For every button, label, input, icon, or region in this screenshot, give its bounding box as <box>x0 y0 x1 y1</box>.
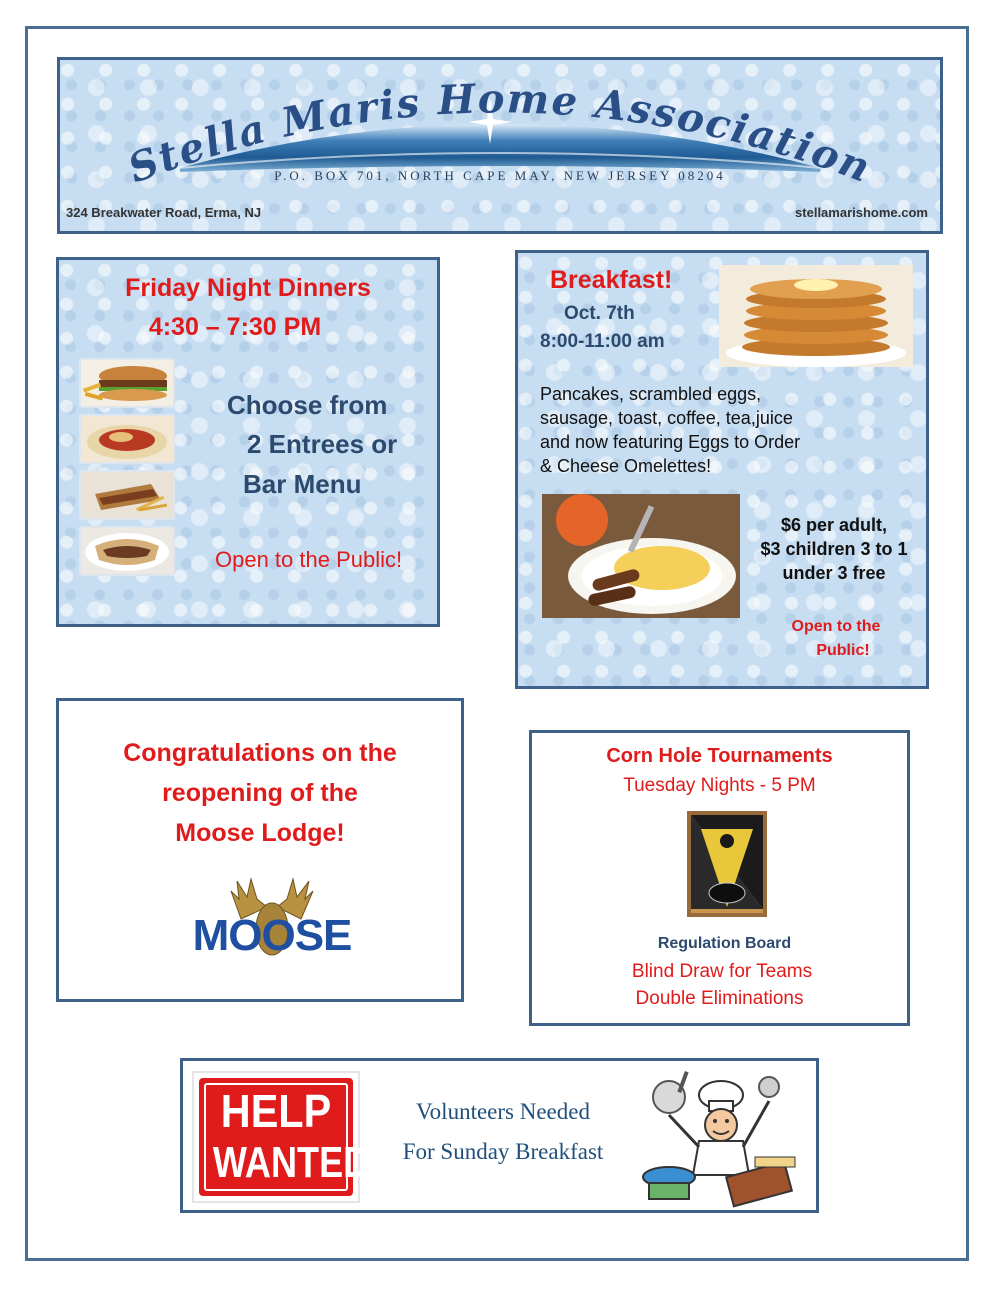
corn-hole-panel <box>529 730 910 1026</box>
sunday-breakfast: For Sunday Breakfast <box>402 1139 604 1164</box>
chicken-parm-photo <box>79 414 175 464</box>
header-banner <box>57 57 943 234</box>
breakfast-open-line-2: Public! <box>816 642 870 659</box>
help-wanted-sign <box>192 1071 370 1203</box>
help-sign-line-2: WANTED <box>212 1138 370 1187</box>
moose-wordmark: MOOSE <box>192 911 352 960</box>
moose-line-3: Moose Lodge! <box>175 819 345 847</box>
breakfast-date: Oct. 7th <box>564 303 635 324</box>
friday-title: Friday Night Dinners <box>125 274 371 302</box>
moose-line-2: reopening of the <box>162 779 358 807</box>
burger-photo <box>79 358 175 408</box>
friday-dinners-panel <box>56 257 440 627</box>
price-adult: $6 per adult, <box>780 515 888 535</box>
cornhole-schedule: Tuesday Nights - 5 PM <box>623 775 816 796</box>
breakfast-panel <box>515 250 929 689</box>
choose-line-3: Bar Menu <box>243 469 362 499</box>
address: 324 Breakwater Road, Erma, NJ <box>66 205 262 220</box>
moose-congrats <box>59 733 461 853</box>
price-children: $3 children 3 to 1 <box>760 539 908 559</box>
po-box-line: P.O. BOX 701, NORTH CAPE MAY, NEW JERSEY 08204 <box>274 168 726 183</box>
cornhole-blind-draw: Blind Draw for Teams <box>631 961 813 982</box>
breakfast-menu <box>540 382 800 478</box>
pancakes-photo <box>719 265 913 367</box>
omelette-photo <box>542 494 740 618</box>
menu-line-3: and now featuring Eggs to Order <box>540 432 801 452</box>
breakfast-open-public <box>776 615 896 663</box>
choose-line-2: 2 Entrees or <box>247 429 398 459</box>
volunteers-needed: Volunteers Needed <box>416 1099 590 1124</box>
cornhole-board-image <box>687 811 767 917</box>
sandwich-fries-photo <box>79 470 175 520</box>
org-name: Stella Maris Home Association <box>122 75 878 193</box>
breakfast-open-line-1: Open to the <box>791 618 881 635</box>
cornhole-title: Corn Hole Tournaments <box>606 745 833 767</box>
friday-open-public: Open to the Public! <box>215 547 403 572</box>
moose-line-1: Congratulations on the <box>123 739 397 767</box>
help-wanted-panel <box>180 1058 819 1213</box>
cornhole-regulation-board: Regulation Board <box>657 935 792 952</box>
breakfast-title: Breakfast! <box>550 266 673 294</box>
menu-line-2: sausage, toast, coffee, tea,juice <box>540 408 793 428</box>
breakfast-time: 8:00-11:00 am <box>540 331 665 352</box>
moose-logo <box>181 871 363 965</box>
cornhole-double-elim: Double Eliminations <box>635 988 804 1009</box>
moose-lodge-panel <box>56 698 464 1002</box>
menu-line-1: Pancakes, scrambled eggs, <box>540 384 762 404</box>
spatula-icon <box>759 1077 779 1097</box>
chef-cartoon <box>629 1065 815 1209</box>
website: stellamarishome.com <box>795 205 928 220</box>
price-block <box>744 513 924 585</box>
price-under-3: under 3 free <box>782 563 886 583</box>
help-sign-line-1: HELP <box>220 1085 332 1137</box>
choose-line-1: Choose from <box>227 390 388 420</box>
menu-line-4: & Cheese Omelettes! <box>540 456 712 476</box>
friday-hours: 4:30 – 7:30 PM <box>148 313 322 341</box>
cheesesteak-photo <box>79 526 175 576</box>
